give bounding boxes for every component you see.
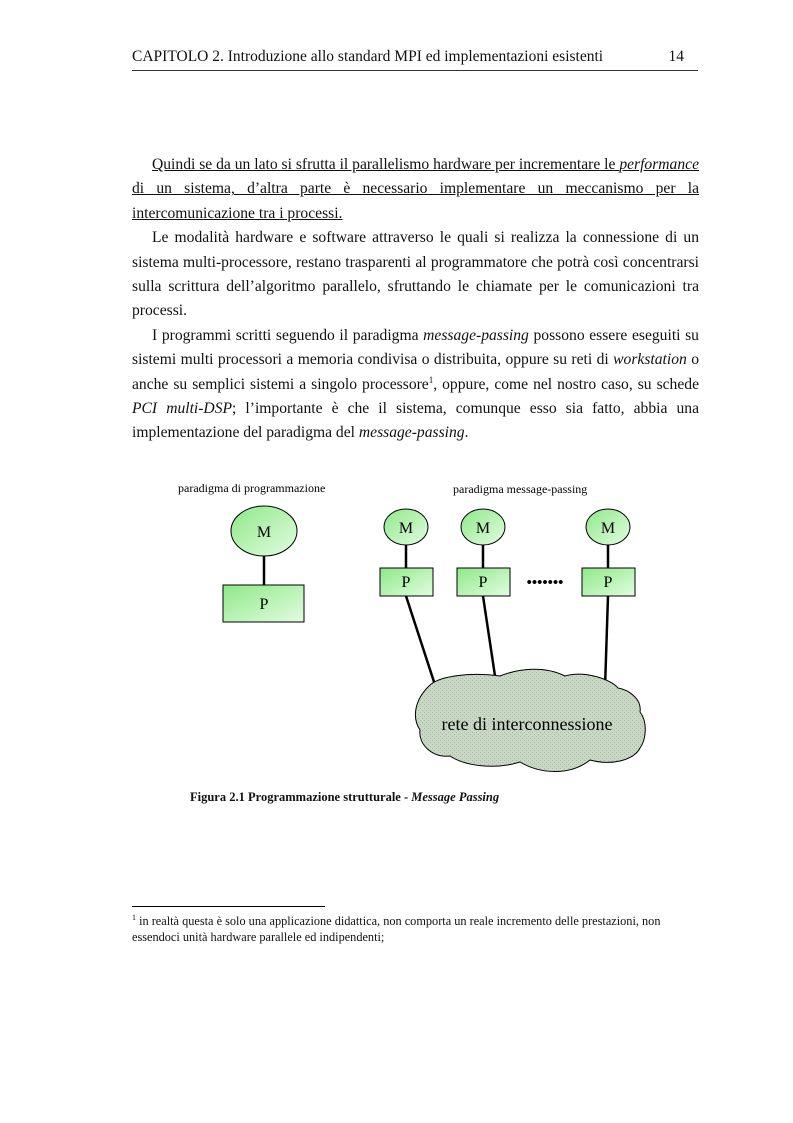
p3-text-g: , oppure, come nel nostro caso, su schede (433, 375, 699, 393)
footnote-rule (132, 906, 325, 907)
processor-label-2: P (478, 574, 488, 591)
p3-italic-workstation: workstation (613, 351, 687, 369)
link-p1-network (406, 596, 436, 688)
ellipsis-dots: ••••••• (526, 575, 564, 591)
footnote (132, 913, 702, 945)
figure-caption (190, 790, 499, 805)
link-p2-network (483, 596, 495, 676)
p1-text-a: Quindi se da un lato si sfrutta il parallelismo hardware per incrementare le (152, 156, 620, 173)
left-processor-label: P (259, 596, 269, 613)
p3-italic-pci: PCI multi-DSP (132, 400, 233, 418)
page-number: 14 (668, 48, 684, 65)
footnote-text: in realtà questa è solo una applicazione didattica, non comporta un reale incremento delle prestazioni, non essendoci unità hardware parallele ed indipendenti; (132, 914, 661, 944)
network-label: rete di interconnessione (441, 714, 613, 734)
left-diagram-label: paradigma di programmazione (178, 481, 326, 495)
memory-label-3: M (600, 520, 616, 537)
p3-text-c: possono essere eseguiti su sistemi multi processori a memoria condivisa o distribuita, oppure su reti di (132, 326, 699, 369)
p3-text-i: ; l’importante è che il sistema, comunque esso sia fatto, abbia una implementazione del paradigma del (132, 400, 699, 442)
processor-label-3: P (603, 574, 613, 591)
p3-text-a: I programmi scritti seguendo il paradigma (152, 326, 424, 344)
right-diagram-label: paradigma message-passing (453, 482, 588, 496)
caption-italic: Message Passing (411, 790, 500, 804)
p3-italic-message-passing-2: message-passing (358, 424, 465, 442)
chapter-title: CAPITOLO 2. Introduzione allo standard MPI ed implementazioni esistenti (132, 48, 604, 65)
link-p3-network (605, 596, 608, 688)
p3-text-k: . (464, 424, 469, 442)
p1-text-c: di un sistema, d’altra parte è necessario implementare un meccanismo per la intercomunicazione tra i processi. (132, 180, 699, 222)
processor-label-1: P (401, 574, 411, 591)
memory-label-2: M (475, 520, 491, 537)
p3-italic-message-passing: message-passing (423, 326, 529, 344)
footnote-marker: 1 (132, 912, 136, 922)
left-memory-label: M (256, 524, 272, 541)
paragraph-2: Le modalità hardware e software attraverso le quali si realizza la connessione di un sistema multi-processore, restano trasparenti al programmatore che potrà così concentrarsi sulla scrittura dell’algoritmo parallelo, sfruttando le chiamate per le comunicazioni tra processi. (132, 229, 699, 320)
p3-text-e: o anche su semplici sistemi a singolo processore (132, 351, 699, 393)
caption-prefix: Figura 2.1 Programmazione strutturale - (190, 790, 412, 804)
footnote-ref[interactable]: 1 (428, 374, 434, 385)
memory-label-1: M (398, 520, 414, 537)
p1-italic-performance: performance (619, 156, 699, 173)
